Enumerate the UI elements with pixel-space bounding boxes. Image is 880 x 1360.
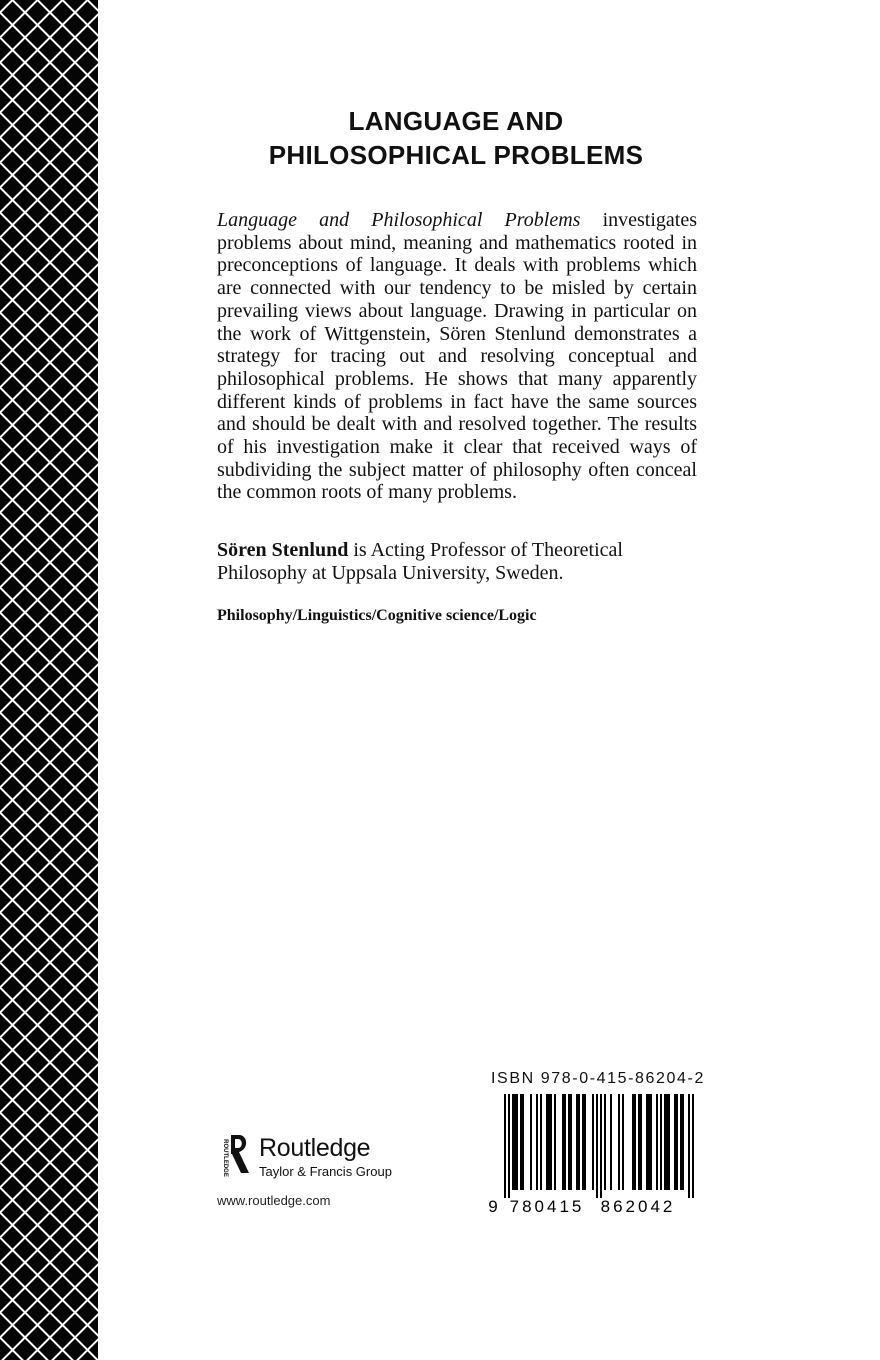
lattice-diamond [25, 1250, 50, 1275]
lattice-diamond [50, 250, 75, 275]
barcode-bar [562, 1094, 564, 1190]
lattice-diamond [50, 800, 75, 825]
lattice-diamond [25, 450, 50, 475]
lattice-diamond [50, 850, 75, 875]
lattice-diamond [50, 150, 75, 175]
lattice-diamond [25, 1225, 50, 1250]
lattice-diamond [0, 825, 25, 850]
lattice-diamond [50, 500, 75, 525]
lattice-diamond [25, 425, 50, 450]
lattice-diamond [25, 775, 50, 800]
lattice-diamond [75, 325, 98, 350]
author-bio-text: is Acting Professor of Theoretical Philosophy at Uppsala University, Sweden. [217, 539, 623, 584]
lattice-diamond [75, 975, 98, 1000]
publisher-name: Routledge [259, 1134, 371, 1162]
lattice-diamond [0, 225, 25, 250]
lattice-diamond [0, 775, 25, 800]
lattice-diamond [50, 725, 75, 750]
lattice-diamond [75, 125, 98, 150]
lattice-diamond [50, 575, 75, 600]
lattice-diamond [50, 1350, 75, 1360]
lattice-diamond [25, 650, 50, 675]
lattice-diamond [75, 1125, 98, 1150]
isbn-label: ISBN 978-0-415-86204-2 [491, 1070, 705, 1087]
lattice-diamond [25, 800, 50, 825]
lattice-diamond [75, 200, 98, 225]
lattice-diamond [75, 1325, 98, 1350]
lattice-diamond [0, 1200, 25, 1225]
lattice-diamond [75, 300, 98, 325]
lattice-diamond [0, 250, 25, 275]
lattice-diamond [0, 25, 25, 50]
lattice-diamond [0, 400, 25, 425]
barcode-bar [570, 1094, 572, 1190]
lattice-diamond [75, 1050, 98, 1075]
lattice-diamond [75, 900, 98, 925]
barcode-bar [650, 1094, 652, 1190]
barcode-bar [604, 1094, 606, 1190]
lattice-diamond [0, 1250, 25, 1275]
lattice-diamond [25, 150, 50, 175]
lattice-diamond [75, 1175, 98, 1200]
lattice-diamond [50, 1200, 75, 1225]
barcode-bar [648, 1094, 650, 1190]
lattice-diamond [75, 1200, 98, 1225]
lattice-diamond [25, 1325, 50, 1350]
barcode-bar [646, 1094, 648, 1190]
lattice-diamond [50, 450, 75, 475]
lattice-diamond [75, 575, 98, 600]
lattice-diamond [50, 625, 75, 650]
barcode-bar [610, 1094, 612, 1190]
lattice-diamond [50, 375, 75, 400]
lattice-diamond [75, 450, 98, 475]
title-line-2: PHILOSOPHICAL PROBLEMS [268, 140, 644, 170]
lattice-diamond [25, 625, 50, 650]
lattice-diamond [0, 700, 25, 725]
lattice-diamond [0, 450, 25, 475]
lattice-diamond [0, 100, 25, 125]
barcode-bar [656, 1094, 658, 1190]
barcode-bar [578, 1094, 580, 1190]
author-bio [217, 539, 699, 584]
lattice-diamond [50, 525, 75, 550]
lattice-diamond [0, 1275, 25, 1300]
lattice-diamond [50, 1150, 75, 1175]
lattice-diamond [75, 1350, 98, 1360]
lattice-diamond [0, 900, 25, 925]
lattice-diamond [0, 275, 25, 300]
lattice-diamond [50, 0, 75, 25]
lattice-diamond [50, 550, 75, 575]
lattice-diamond [25, 1175, 50, 1200]
routledge-logo-icon [215, 1133, 251, 1183]
lattice-diamond [50, 1000, 75, 1025]
barcode-bar [568, 1094, 570, 1190]
lattice-diamond [50, 225, 75, 250]
lattice-diamond [75, 25, 98, 50]
lattice-diamond [0, 500, 25, 525]
barcode-right-digits: 862042 [600, 1197, 676, 1215]
barcode-bar [550, 1094, 552, 1190]
lattice-diamond [50, 775, 75, 800]
lattice-diamond [50, 125, 75, 150]
lattice-diamond [75, 1275, 98, 1300]
lattice-diamond [25, 525, 50, 550]
lattice-diamond [25, 750, 50, 775]
lattice-diamond [50, 1275, 75, 1300]
lattice-diamond [25, 75, 50, 100]
lattice-diamond [75, 375, 98, 400]
lattice-diamond [50, 875, 75, 900]
lattice-diamond [75, 475, 98, 500]
barcode-bar [674, 1094, 676, 1190]
barcode-bar [554, 1094, 556, 1190]
lattice-diamond [0, 575, 25, 600]
lattice-diamond [75, 625, 98, 650]
barcode-bar [622, 1094, 624, 1190]
barcode-bar [504, 1094, 506, 1198]
publisher-website: www.routledge.com [217, 1193, 331, 1208]
barcode-lead-digit: 9 [488, 1197, 498, 1215]
diamond-lattice-pattern [0, 0, 98, 1360]
lattice-diamond [50, 1300, 75, 1325]
lattice-diamond [75, 0, 98, 25]
lattice-diamond [25, 550, 50, 575]
barcode-bar [664, 1094, 666, 1190]
isbn-barcode-block [484, 1070, 705, 1215]
lattice-diamond [75, 650, 98, 675]
lattice-diamond [0, 1300, 25, 1325]
lattice-diamond [75, 925, 98, 950]
lattice-diamond [25, 850, 50, 875]
lattice-diamond [50, 100, 75, 125]
lattice-diamond [0, 1125, 25, 1150]
lattice-diamond [75, 425, 98, 450]
lattice-diamond [0, 975, 25, 1000]
blurb-book-title: Language and Philosophical Problems [217, 209, 581, 231]
lattice-diamond [0, 725, 25, 750]
title-line-1: LANGUAGE AND [348, 106, 564, 136]
barcode-bar [564, 1094, 566, 1190]
lattice-diamond [75, 350, 98, 375]
barcode-bar [548, 1094, 550, 1190]
lattice-diamond [75, 175, 98, 200]
lattice-diamond [25, 975, 50, 1000]
lattice-diamond [75, 400, 98, 425]
lattice-diamond [25, 1200, 50, 1225]
barcode-bar [546, 1094, 548, 1190]
barcode-bar [660, 1094, 662, 1190]
barcode-bar [582, 1094, 584, 1190]
lattice-diamond [0, 50, 25, 75]
lattice-diamond [50, 275, 75, 300]
lattice-diamond [25, 1075, 50, 1100]
lattice-diamond [50, 350, 75, 375]
barcode-bar [520, 1094, 522, 1190]
lattice-diamond [25, 575, 50, 600]
lattice-diamond [0, 875, 25, 900]
lattice-diamond [50, 1250, 75, 1275]
lattice-diamond [25, 25, 50, 50]
barcode-bar [508, 1094, 510, 1198]
barcode-bar [638, 1094, 640, 1190]
lattice-diamond [50, 475, 75, 500]
lattice-diamond [75, 775, 98, 800]
lattice-diamond [25, 1350, 50, 1360]
lattice-diamond [75, 250, 98, 275]
barcode-bar [512, 1094, 514, 1190]
lattice-diamond [25, 600, 50, 625]
barcode-bar [618, 1094, 620, 1190]
lattice-diamond [25, 1025, 50, 1050]
lattice-diamond [25, 825, 50, 850]
lattice-diamond [25, 250, 50, 275]
lattice-diamond [0, 350, 25, 375]
lattice-diamond [0, 1025, 25, 1050]
lattice-diamond [50, 200, 75, 225]
barcode-bar [688, 1094, 690, 1198]
lattice-diamond [25, 725, 50, 750]
lattice-diamond [0, 925, 25, 950]
lattice-diamond [50, 25, 75, 50]
lattice-diamond [50, 400, 75, 425]
lattice-diamond [25, 875, 50, 900]
lattice-diamond [0, 125, 25, 150]
lattice-diamond [50, 1050, 75, 1075]
barcode-bar [584, 1094, 586, 1190]
lattice-diamond [50, 75, 75, 100]
barcode-bar [540, 1094, 542, 1190]
lattice-diamond [0, 375, 25, 400]
lattice-diamond [75, 50, 98, 75]
lattice-diamond [25, 350, 50, 375]
lattice-diamond [25, 925, 50, 950]
lattice-diamond [75, 1025, 98, 1050]
lattice-diamond [50, 825, 75, 850]
subject-categories: Philosophy/Linguistics/Cognitive science/Logic [217, 607, 537, 624]
lattice-diamond [50, 675, 75, 700]
lattice-diamond [0, 800, 25, 825]
barcode-bar [522, 1094, 524, 1190]
lattice-diamond [25, 275, 50, 300]
lattice-diamond [0, 525, 25, 550]
lattice-diamond [50, 1125, 75, 1150]
lattice-diamond [50, 925, 75, 950]
lattice-diamond [0, 950, 25, 975]
lattice-diamond [75, 600, 98, 625]
lattice-diamond [25, 375, 50, 400]
lattice-diamond [75, 100, 98, 125]
lattice-diamond [0, 1000, 25, 1025]
lattice-diamond [25, 950, 50, 975]
book-title [200, 104, 712, 172]
lattice-diamond [75, 1225, 98, 1250]
lattice-diamond [75, 725, 98, 750]
lattice-diamond [0, 300, 25, 325]
lattice-diamond [75, 150, 98, 175]
lattice-diamond [75, 1300, 98, 1325]
logo-vertical-text: ROUTLEDGE [222, 1139, 228, 1177]
lattice-diamond [50, 750, 75, 775]
lattice-diamond [25, 1150, 50, 1175]
lattice-diamond [25, 100, 50, 125]
lattice-diamond [75, 275, 98, 300]
author-name: Sören Stenlund [217, 539, 349, 561]
lattice-diamond [25, 1275, 50, 1300]
lattice-diamond [25, 300, 50, 325]
lattice-diamond [50, 950, 75, 975]
lattice-diamond [0, 475, 25, 500]
barcode-bar [514, 1094, 516, 1190]
lattice-diamond [50, 600, 75, 625]
lattice-diamond [25, 475, 50, 500]
lattice-diamond [75, 850, 98, 875]
lattice-diamond [50, 700, 75, 725]
lattice-diamond [25, 0, 50, 25]
barcode-bar [676, 1094, 678, 1190]
lattice-diamond [75, 675, 98, 700]
lattice-diamond [75, 800, 98, 825]
lattice-diamond [50, 975, 75, 1000]
lattice-diamond [50, 1100, 75, 1125]
barcode-bar [692, 1094, 694, 1198]
lattice-diamond [0, 0, 25, 25]
lattice-diamond [0, 1100, 25, 1125]
barcode-bar [680, 1094, 682, 1190]
lattice-diamond [0, 1175, 25, 1200]
lattice-diamond [0, 1225, 25, 1250]
lattice-diamond [75, 750, 98, 775]
barcode-bar [536, 1094, 538, 1190]
lattice-diamond [0, 675, 25, 700]
lattice-diamond [50, 325, 75, 350]
barcode-bar [640, 1094, 642, 1190]
barcode-bar [600, 1094, 602, 1198]
lattice-diamond [0, 550, 25, 575]
barcode-bar [682, 1094, 684, 1190]
lattice-diamond [75, 1000, 98, 1025]
lattice-diamond [0, 1050, 25, 1075]
lattice-diamond [50, 1325, 75, 1350]
lattice-diamond [25, 50, 50, 75]
lattice-diamond [25, 1050, 50, 1075]
lattice-diamond [25, 675, 50, 700]
lattice-diamond [25, 1300, 50, 1325]
lattice-diamond [0, 150, 25, 175]
lattice-diamond [25, 1000, 50, 1025]
lattice-diamond [25, 175, 50, 200]
decorative-pattern-band [0, 0, 98, 1360]
lattice-diamond [50, 1075, 75, 1100]
lattice-diamond [50, 1025, 75, 1050]
lattice-diamond [75, 550, 98, 575]
lattice-diamond [50, 900, 75, 925]
lattice-diamond [75, 75, 98, 100]
lattice-diamond [50, 1175, 75, 1200]
lattice-diamond [0, 325, 25, 350]
lattice-diamond [0, 1350, 25, 1360]
barcode-icon [484, 1092, 696, 1215]
lattice-diamond [0, 1325, 25, 1350]
lattice-diamond [0, 1075, 25, 1100]
lattice-diamond [0, 425, 25, 450]
barcode-bar [576, 1094, 578, 1190]
lattice-diamond [50, 1225, 75, 1250]
blurb-paragraph [217, 209, 697, 504]
lattice-diamond [0, 850, 25, 875]
barcode-bar [634, 1094, 636, 1190]
lattice-diamond [25, 1100, 50, 1125]
barcode-bar [666, 1094, 668, 1190]
lattice-diamond [0, 625, 25, 650]
lattice-diamond [50, 300, 75, 325]
publisher-block [215, 1133, 415, 1193]
lattice-diamond [75, 1150, 98, 1175]
lattice-diamond [0, 650, 25, 675]
lattice-diamond [0, 750, 25, 775]
lattice-diamond [75, 875, 98, 900]
lattice-diamond [25, 325, 50, 350]
lattice-diamond [25, 900, 50, 925]
lattice-diamond [0, 200, 25, 225]
lattice-diamond [0, 1150, 25, 1175]
lattice-diamond [25, 400, 50, 425]
lattice-diamond [75, 1100, 98, 1125]
lattice-diamond [50, 175, 75, 200]
lattice-diamond [0, 600, 25, 625]
blurb-text: investigates problems about mind, meaning and mathematics rooted in preconceptions of language. It deals with problems which are connected with our tendency to be misled by certain prevailing views about language. Drawing in particular on the work of Wittgenstein, Sören Stenlund demonstrates a strategy for tracing out and resolving conceptual and philosophical problems. He shows that many apparently different kinds of problems in fact have the same sources and should be dealt with and resolved together. The results of his investigation make it clear that received ways of subdividing the subject matter of philosophy often conceal the common roots of many problems. [217, 209, 697, 504]
barcode-bar [592, 1094, 594, 1190]
lattice-diamond [75, 950, 98, 975]
lattice-diamond [50, 650, 75, 675]
lattice-diamond [75, 825, 98, 850]
lattice-diamond [0, 75, 25, 100]
lattice-diamond [75, 1075, 98, 1100]
barcode-bar [516, 1094, 518, 1190]
lattice-diamond [25, 225, 50, 250]
lattice-diamond [0, 175, 25, 200]
lattice-diamond [75, 700, 98, 725]
barcode-left-digits: 780415 [509, 1197, 585, 1215]
lattice-diamond [25, 700, 50, 725]
lattice-diamond [25, 500, 50, 525]
barcode-bar [632, 1094, 634, 1190]
lattice-diamond [25, 200, 50, 225]
lattice-diamond [50, 50, 75, 75]
lattice-diamond [25, 1125, 50, 1150]
lattice-diamond [75, 225, 98, 250]
lattice-diamond [75, 525, 98, 550]
barcode-bar [668, 1094, 670, 1190]
lattice-diamond [75, 500, 98, 525]
lattice-diamond [25, 125, 50, 150]
lattice-diamond [75, 1250, 98, 1275]
lattice-diamond [50, 425, 75, 450]
barcode-bar [596, 1094, 598, 1198]
barcode-bar [530, 1094, 532, 1190]
publisher-group: Taylor & Francis Group [259, 1164, 392, 1179]
